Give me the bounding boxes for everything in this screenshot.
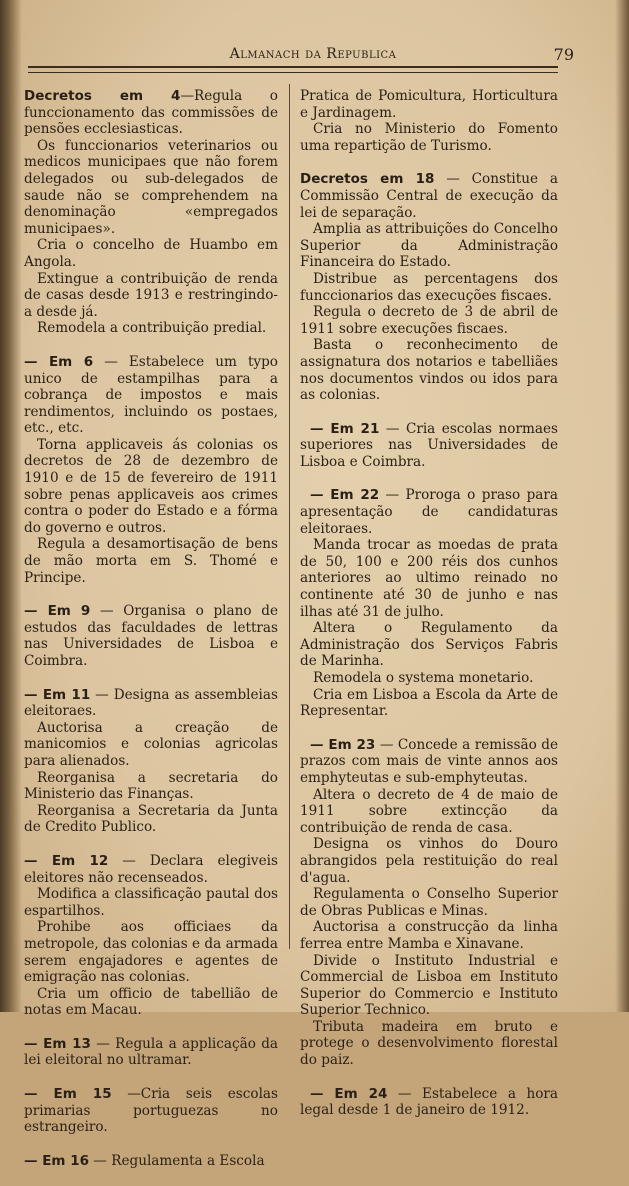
decree-paragraph: Cria o concelho de Huambo em Angola.	[24, 237, 278, 270]
decree-text: —Cria seis escolas primarias portuguezas no estrangeiro.	[24, 1086, 279, 1136]
decree-entry	[24, 603, 278, 669]
decree-first-paragraph	[300, 88, 558, 121]
decree-first-paragraph	[24, 1153, 278, 1170]
decree-text: — Proroga o praso para apresentação de candidaturas eleitoraes.	[300, 487, 558, 537]
decree-entry	[24, 1036, 278, 1069]
decree-date-label: — Em 23	[310, 736, 376, 753]
decree-date-label: — Em 16	[24, 1152, 89, 1169]
decree-text: — Regulamenta a Escola	[88, 1152, 265, 1169]
decree-text: — Constitue a Commissão Central de execução da lei de separação.	[300, 171, 558, 221]
decree-paragraph: Prohibe aos officiaes da metropole, das colonias e da armada serem engajadores e agentes de emigração nas colonias.	[24, 919, 278, 986]
decree-first-paragraph	[24, 1036, 278, 1069]
decree-first-paragraph	[24, 88, 278, 138]
decree-entry	[300, 1086, 558, 1119]
page-number: 79	[553, 45, 574, 64]
decree-paragraph: Cria um officio de tabellião de notas em Macau.	[24, 985, 278, 1019]
decree-first-paragraph	[24, 354, 278, 437]
decree-paragraph: Amplia as attribuições do Concelho Superior da Administração Financeira do Estado.	[300, 221, 558, 271]
decree-entry	[300, 487, 558, 719]
decree-text: — Declara elegiveis eleitores não recenseados.	[24, 852, 278, 886]
decree-date-label: — Em 12	[24, 852, 109, 869]
decree-paragraph: Divide o Instituto Industrial e Commercial de Lisboa em Instituto Superior do Commercio e Instituto Superior Technico.	[300, 952, 558, 1019]
decree-paragraph: Manda trocar as moedas de prata de 50, 100 e 200 réis dos cunhos anteriores ao ultimo reinado no continente até 30 de junho e nas ilhas até 31 de julho.	[300, 537, 558, 620]
decree-first-paragraph	[300, 171, 558, 221]
decree-date-label: — Em 9	[24, 603, 91, 620]
decree-entry	[24, 853, 278, 1019]
decree-first-paragraph	[300, 737, 558, 787]
decree-date-label: Decretos em 18	[300, 171, 435, 188]
decree-text: — Regula a applicação da lei eleitoral no ultramar.	[24, 1035, 278, 1069]
decree-paragraph: Tributa madeira em bruto e protege o desenvolvimento florestal do paiz.	[300, 1018, 558, 1069]
decree-paragraph: Remodela a contribuição predial.	[37, 320, 267, 337]
decree-entry	[24, 1086, 278, 1136]
decree-first-paragraph	[300, 487, 558, 537]
decree-paragraph: Remodela o systema monetario.	[313, 670, 534, 686]
page-edge-shadow	[615, 0, 629, 1012]
decree-date-label: — Em 21	[310, 420, 380, 437]
decree-first-paragraph	[24, 853, 278, 886]
header-rule	[28, 66, 558, 73]
decree-entry	[24, 687, 278, 836]
decree-entry	[24, 1153, 278, 1170]
decree-paragraph: Designa os vinhos do Douro abrangidos pela restituição do real d'agua.	[300, 836, 558, 886]
decree-entry	[300, 737, 558, 1069]
left-column	[24, 88, 278, 1186]
decree-text: — Cria escolas normaes superiores nas Universidades de Lisboa e Coimbra.	[300, 420, 558, 470]
decree-text: — Organisa o plano de estudos das faculdades de lettras nas Universidades de Lisboa e Coimbra.	[24, 603, 278, 669]
decree-text: —Regula o funccionamento das commissões de pensões ecclesiasticas.	[24, 88, 278, 138]
decree-entry	[300, 421, 558, 471]
decree-date-label: — Em 24	[310, 1085, 388, 1102]
decree-first-paragraph	[24, 603, 278, 669]
decree-paragraph: Auctorisa a construcção da linha ferrea entre Mamba e Xinavane.	[300, 919, 558, 952]
decree-paragraph: Torna applicaveis ás colonias os decretos de 28 de dezembro de 1910 e de 15 de fevereiro de 1911 sobre penas applicaveis aos crimes contra o poder do Estado e a fórma do governo e outros.	[24, 436, 278, 536]
decree-date-label: — Em 11	[24, 686, 91, 703]
decree-paragraph: Cria no Ministerio do Fomento uma repartição de Turismo.	[300, 121, 558, 154]
decree-text: — Estabelece um typo unico de estampilhas para a cobrança de impostos e mais rendimentos, incluindo os postaes, etc., etc.	[24, 353, 278, 437]
decree-first-paragraph	[300, 421, 558, 471]
running-title: Almanach da Republica	[229, 46, 397, 62]
decree-paragraph: Altera o decreto de 4 de maio de 1911 sobre extincção da contribuição de renda de casa.	[300, 786, 558, 836]
decree-paragraph: Auctorisa a creação de manicomios e colonias agricolas para alienados.	[24, 719, 278, 769]
decree-text: — Concede a remissão de prazos com mais de vinte annos aos emphyteutas e sub-emphyteutas.	[300, 736, 558, 786]
decree-date-label: — Em 6	[24, 353, 94, 370]
decree-paragraph: Reorganisa a Secretaria da Junta de Credito Publico.	[24, 802, 278, 836]
decree-paragraph: Altera o Regulamento da Administração dos Serviços Fabris de Marinha.	[300, 620, 558, 670]
decree-date-label: — Em 22	[310, 487, 380, 504]
decree-date-label: Decretos em 4	[24, 88, 181, 104]
decree-date-label: — Em 15	[24, 1086, 112, 1103]
decree-first-paragraph	[24, 1086, 278, 1136]
decree-paragraph: Regulamenta o Conselho Superior de Obras Publicas e Minas.	[300, 886, 558, 919]
decree-paragraph: Reorganisa a secretaria do Ministerio das Finanças.	[24, 769, 278, 803]
decree-text: — Estabelece a hora legal desde 1 de janeiro de 1912.	[300, 1085, 558, 1119]
decree-text: Pratica de Pomicultura, Horticultura e Jardinagem.	[300, 88, 558, 121]
page-header	[28, 44, 588, 66]
decree-date-label: — Em 13	[24, 1035, 91, 1052]
decree-entry	[300, 171, 558, 403]
decree-entry	[24, 88, 278, 337]
page-gutter-shadow	[0, 0, 22, 1012]
decree-paragraph: Extingue a contribuição de renda de casas desde 1913 e restringindo-a desde já.	[24, 270, 278, 320]
decree-paragraph: Cria em Lisboa a Escola da Arte de Representar.	[300, 686, 558, 720]
decree-paragraph: Modifica a classificação pautal dos espartilhos.	[24, 886, 278, 919]
decree-paragraph: Regula o decreto de 3 de abril de 1911 sobre execuções fiscaes.	[300, 304, 558, 337]
decree-paragraph: Distribue as percentagens dos funccionarios das execuções fiscaes.	[300, 270, 558, 304]
decree-paragraph: Os funccionarios veterinarios ou medicos municipaes que não forem delegados ou sub-delegados de saude não se comprehendem na denominação «empregados municipaes».	[24, 137, 278, 237]
decree-first-paragraph	[300, 1086, 558, 1119]
decree-first-paragraph	[24, 687, 278, 720]
decree-paragraph: Basta o reconhecimento de assignatura dos notarios e tabelliães nos documentos vindos ou idos para as colonias.	[300, 337, 558, 404]
decree-entry	[300, 88, 558, 154]
right-column	[300, 88, 558, 1136]
decree-text: — Designa as assembleias eleitoraes.	[24, 686, 278, 720]
decree-entry	[24, 354, 278, 586]
decree-paragraph: Regula a desamortisação de bens de mão morta em S. Thomé e Principe.	[24, 536, 278, 586]
column-divider	[289, 84, 290, 949]
